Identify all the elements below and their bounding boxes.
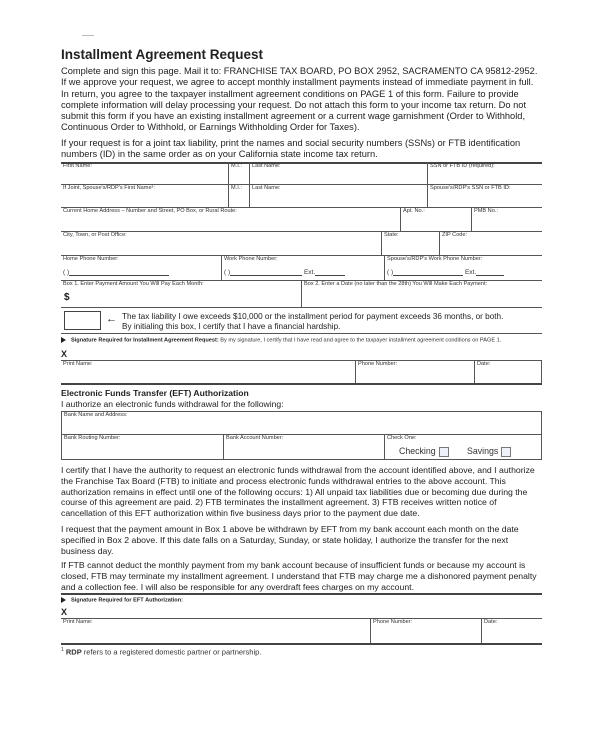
arrow-left-icon: ←	[106, 313, 117, 325]
page-title: Installment Agreement Request	[61, 47, 264, 62]
apt-field[interactable]	[401, 207, 471, 231]
bank-name-row	[61, 411, 542, 434]
pmb-field[interactable]	[472, 207, 542, 231]
last-name-field[interactable]	[250, 162, 427, 184]
home-phone-label: Home Phone Number:	[63, 256, 119, 262]
first-name-label: First Name:	[63, 163, 92, 169]
currency-symbol: $	[64, 292, 70, 303]
eft-section-title: Electronic Funds Transfer (EFT) Authorization	[61, 388, 249, 398]
signature-1-row	[61, 360, 542, 384]
savings-option[interactable]: Savings	[467, 446, 511, 457]
account-number-label: Bank Account Number:	[226, 435, 284, 441]
mi-label: M.I.:	[231, 163, 242, 169]
name-row	[61, 162, 542, 184]
ssn-field[interactable]	[428, 162, 542, 184]
signature-x-mark-1: X	[61, 349, 68, 359]
phone-number-label: Phone Number:	[358, 361, 398, 367]
routing-number-label: Bank Routing Number:	[64, 435, 121, 441]
apt-label: Apt. No.:	[403, 208, 425, 214]
routing-number-field[interactable]	[62, 434, 223, 460]
eft-authorization-paragraph: I certify that I have the authority to request an electronic funds withdrawal from the account identified above, and I authorize the Franchise Tax Board (FTB) to initiate and process electronic funds withdrawal entries to the above account. This authorization remains in effect until one of the following occurs: 1) All unpaid tax liabilities due or becoming due during the course of this agreement are paid. 2) FTB terminates the installment agreement. 3) FTB receives written notice of cancellation of this EFT authorization within five business days prior to the payment due date.	[61, 465, 535, 519]
city-row	[61, 231, 542, 255]
spouse-last-name-label: Last Name:	[252, 185, 281, 191]
print-name-field-1[interactable]	[61, 360, 355, 384]
rdp-footnote: $^1$ RDP refers to a registered domestic partner or partnership.	[61, 647, 262, 657]
state-label: State:	[384, 232, 399, 238]
spouse-first-name-label: If Joint, Spouse's/RDP's First Name¹:	[63, 185, 155, 191]
first-name-field[interactable]	[61, 162, 228, 184]
joint-note-paragraph: If your request is for a joint tax liability, print the names and social security numbers (SSNs) or FTB identification numbers (ID) in the same order as on your California state income tax return.	[61, 138, 521, 160]
signature-x-mark-2: X	[61, 607, 68, 617]
zip-label: ZIP Code:	[442, 232, 468, 238]
spouse-name-row	[61, 184, 542, 207]
spouse-ssn-field[interactable]	[428, 184, 542, 207]
print-name-field-2[interactable]	[61, 618, 370, 644]
mi-field[interactable]	[229, 162, 249, 184]
date-label: Date:	[477, 361, 491, 367]
address-row	[61, 207, 542, 231]
spouse-ssn-label: Spouse's/RDP's SSN or FTB ID:	[430, 185, 511, 191]
hardship-text: The tax liability I owe exceeds $10,000 or the installment period for payment exceeds 36 months, or both. By initialing this box, I certify that I have a financial hardship.	[122, 312, 504, 331]
home-phone-field[interactable]: Home Phone Number: ( )	[61, 255, 221, 280]
hardship-initial-box[interactable]	[64, 311, 101, 330]
city-label: City, Town, or Post Office:	[63, 232, 127, 238]
spouse-work-phone-field[interactable]: Spouse's/RDP's Work Phone Number: ( ) Ext.	[385, 255, 542, 280]
state-field[interactable]	[382, 231, 439, 255]
spouse-mi-label: M.I.:	[231, 185, 242, 191]
print-name-label: Print Name:	[63, 361, 93, 367]
phone-number-field-1[interactable]	[356, 360, 474, 384]
spouse-first-name-field[interactable]	[61, 184, 228, 207]
savings-checkbox[interactable]	[501, 447, 511, 457]
signature-statement-1: Signature Required for Installment Agreement Request: By my signature, I certify that I have read and agree to the taxpayer installment agreement conditions on PAGE 1.	[61, 337, 536, 345]
print-name-label: Print Name:	[63, 619, 93, 625]
checking-checkbox[interactable]	[439, 447, 449, 457]
date-label: Date:	[484, 619, 498, 625]
date-field-1[interactable]	[475, 360, 542, 384]
phone-number-label: Phone Number:	[373, 619, 413, 625]
checking-option[interactable]: Checking	[399, 446, 449, 457]
box2-label: Box 2. Enter a Date (no later than the 28th) You Will Make Each Payment:	[304, 281, 488, 287]
spouse-last-name-field[interactable]	[250, 184, 427, 207]
triangle-pointer-icon	[61, 597, 66, 603]
address-label: Current Home Address – Number and Street, PO Box, or Rural Route:	[63, 208, 237, 214]
decorative-dash	[82, 35, 94, 36]
account-type-field	[385, 434, 541, 460]
address-field[interactable]	[61, 207, 400, 231]
check-one-label: Check One:	[387, 435, 417, 441]
last-name-label: Last Name:	[252, 163, 281, 169]
zip-field[interactable]	[440, 231, 542, 255]
pmb-label: PMB No.:	[474, 208, 498, 214]
date-field-2[interactable]	[482, 618, 542, 644]
eft-section-subtitle: I authorize an electronic funds withdrawal for the following:	[61, 399, 284, 409]
city-field[interactable]	[61, 231, 381, 255]
eft-withdrawal-paragraph: I request that the payment amount in Box 1 above be withdrawn by EFT from my bank account each month on the date specified in Box 2 above. If this date falls on a Saturday, Sunday, or state holiday, I authorize the transfer for the next business day.	[61, 524, 519, 556]
ssn-label: SSN or FTB ID (required):	[430, 163, 495, 169]
bank-name-address-field[interactable]	[62, 411, 541, 434]
box1-payment-amount-field[interactable]	[61, 280, 301, 308]
triangle-pointer-icon	[61, 337, 66, 343]
intro-paragraph: Complete and sign this page. Mail it to: FRANCHISE TAX BOARD, PO BOX 2952, SACRAMENTO CA 95812-2952. If we approve your request, we agree to accept monthly installment payments instead of immediate payment in full. In return, you agree to the taxpayer installment agreement conditions on PAGE 1 of this form. Failure to provide complete information will delay processing your request. Do not attach this form to your income tax return. Do not submit this form if you have an existing installment agreement or a current wage garnishment (Order to Withhold, Continuous Order to Withhold, or Earnings Withholding Order for Taxes).	[61, 66, 538, 133]
spouse-mi-field[interactable]	[229, 184, 249, 207]
phone-row	[61, 255, 542, 280]
eft-insufficient-funds-paragraph: If FTB cannot deduct the monthly payment from my bank account because of insufficient funds or because my account is closed, FTB may terminate my installment agreement. I understand that FTB may charge me a dishonored payment penalty and a collection fee. I will also be responsible for any overdraft fees charges on my account.	[61, 560, 537, 592]
work-phone-field[interactable]: Work Phone Number: ( ) Ext.	[222, 255, 384, 280]
signature-statement-2: Signature Required for EFT Authorization:	[61, 597, 536, 605]
box1-label: Box 1. Enter Payment Amount You Will Pay Each Month:	[63, 281, 204, 287]
bank-name-label: Bank Name and Address:	[64, 412, 128, 418]
payment-row	[61, 280, 542, 308]
spouse-work-phone-label: Spouse's/RDP's Work Phone Number:	[387, 256, 483, 262]
account-number-field[interactable]	[224, 434, 384, 460]
box2-payment-date-field[interactable]	[302, 280, 542, 308]
work-phone-label: Work Phone Number:	[224, 256, 278, 262]
phone-number-field-2[interactable]	[371, 618, 481, 644]
bank-account-row	[61, 434, 542, 460]
signature-2-row	[61, 618, 542, 644]
